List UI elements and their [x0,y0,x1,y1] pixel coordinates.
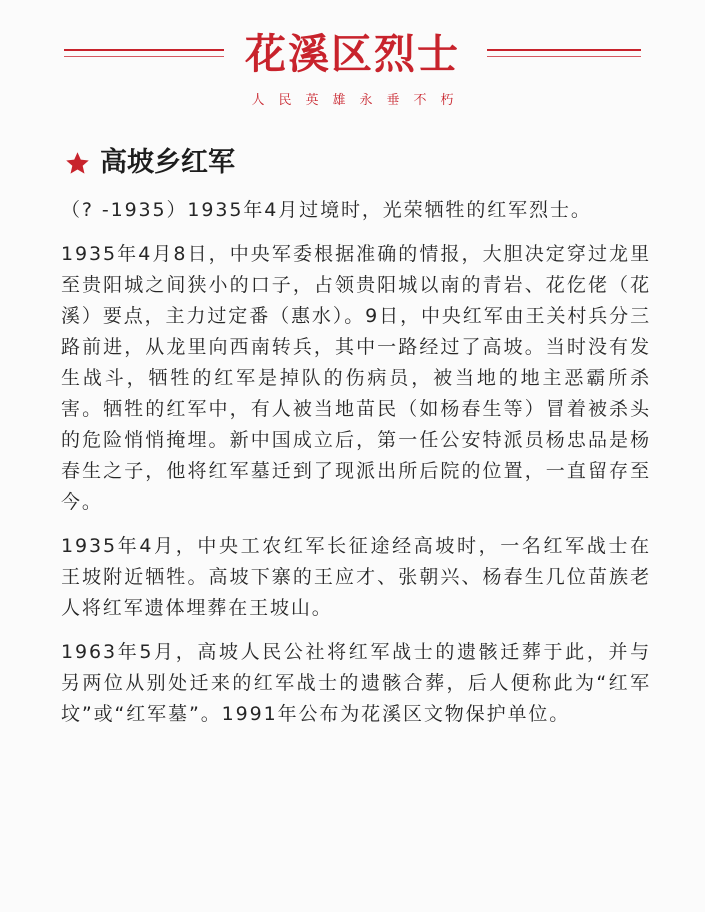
page-header [0,0,705,125]
paragraph-intro: （? -1935）1935年4月过境时，光荣牺牲的红军烈士。 [61,199,592,221]
paragraph-burial: 1935年4月，中央工农红军长征途经高坡时，一名红军战士在王坡附近牺牲。高坡下寨的王应才、张朝兴、杨春生几位苗族老人将红军遗体埋葬在王坡山。 [61,535,651,619]
section-title: 高坡乡红军 [100,147,235,178]
star-icon [64,150,91,177]
page-subtitle: 人民英雄永垂不朽 [251,93,468,108]
section-heading [64,145,235,181]
article-body [61,195,651,743]
page-title: 花溪区烈士 [245,30,460,78]
paragraph-history: 1935年4月8日，中央军委根据准确的情报，大胆决定穿过龙里至贵阳城之间狭小的口子，占领贵阳城以南的青岩、花仡佬（花溪）要点，主力过定番（惠水）。9日，中央红军由王关村兵分三路前进，从龙里向西南转兵，其中一路经过了高坡。当时没有发生战斗，牺牲的红军是掉队的伤病员，被当地的地主恶霸所杀害。牺牲的红军中，有人被当地苗民（如杨春生等）冒着被杀头的危险悄悄掩埋。新中国成立后，第一任公安特派员杨忠品是杨春生之子，他将红军墓迁到了现派出所后院的位置，一直留存至今。 [61,243,651,513]
paragraph-relocation: 1963年5月，高坡人民公社将红军战士的遗骸迁葬于此，并与另两位从别处迁来的红军战士的遗骸合葬，后人便称此为“红军坟”或“红军墓”。1991年公布为花溪区文物保护单位。 [61,641,651,725]
